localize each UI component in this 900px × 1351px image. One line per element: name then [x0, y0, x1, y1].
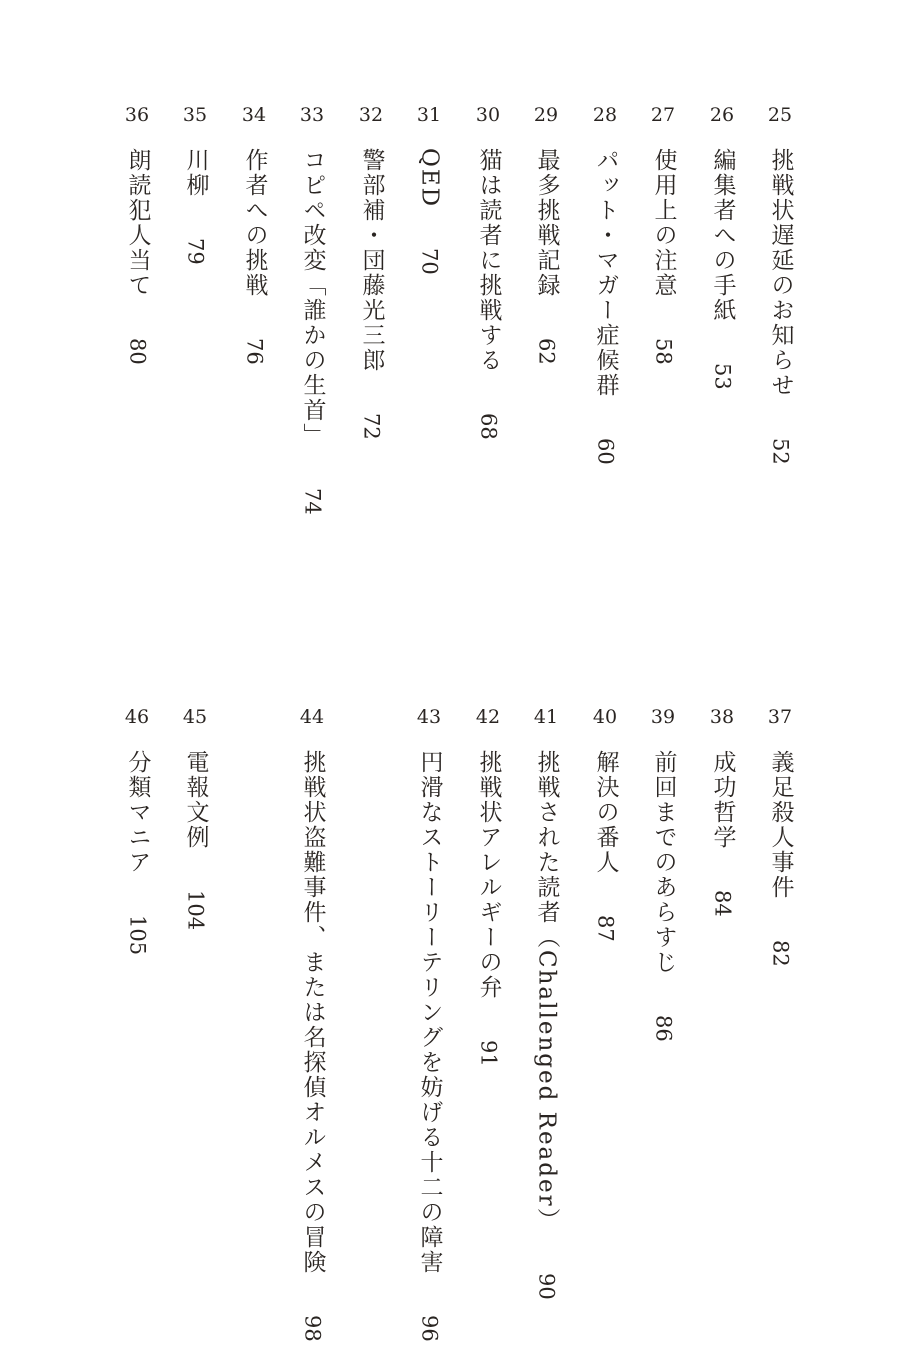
entry-number: 31: [416, 104, 442, 126]
toc-entry[interactable]: [115, 100, 159, 365]
entry-title: 分類マニア: [124, 750, 151, 875]
toc-entry[interactable]: [758, 100, 802, 465]
entry-number: 40: [592, 706, 618, 728]
entry-number: 43: [416, 706, 442, 728]
toc-entry[interactable]: [173, 100, 217, 265]
entry-page-number: 82: [768, 940, 793, 967]
entry-page-number: 68: [476, 413, 501, 440]
toc-entry[interactable]: [583, 100, 627, 465]
entry-title: 挑戦状アレルギーの弁: [475, 750, 502, 1000]
entry-number: 36: [124, 104, 150, 126]
entry-number: 35: [182, 104, 208, 126]
toc-entry[interactable]: [407, 100, 451, 275]
toc-entry[interactable]: [466, 702, 510, 1067]
entry-page-number: 53: [710, 363, 735, 390]
entry-title: 作者への挑戦: [241, 148, 268, 298]
toc-entry[interactable]: [173, 702, 217, 930]
entry-title: 挑戦状盗難事件、または名探偵オルメスの冒険: [299, 750, 326, 1275]
toc-entry[interactable]: [524, 702, 568, 1299]
entry-title: 円滑なストーリーテリングを妨げる十二の障害: [416, 750, 443, 1275]
toc-entry[interactable]: [641, 702, 685, 1042]
entry-page-number: 105: [125, 915, 150, 956]
toc-entry[interactable]: [758, 702, 802, 967]
entry-title: 成功哲学: [709, 750, 736, 850]
entry-page-number: 76: [242, 338, 267, 365]
toc-entry[interactable]: [407, 702, 451, 1342]
entry-number: 26: [709, 104, 735, 126]
entry-number: 38: [709, 706, 735, 728]
entry-title: 朗読犯人当て: [124, 148, 151, 298]
entry-page-number: 90: [534, 1272, 559, 1300]
entry-title: 解決の番人: [592, 750, 619, 875]
toc-entry[interactable]: [290, 702, 334, 1342]
entry-page-number: 60: [593, 438, 618, 465]
entry-title: 義足殺人事件: [767, 750, 794, 900]
entry-number: 28: [592, 104, 618, 126]
entry-title: 最多挑戦記録: [533, 148, 560, 298]
entry-number: 30: [475, 104, 501, 126]
entry-page-number: 58: [651, 338, 676, 365]
entry-number: 32: [358, 104, 384, 126]
entry-page-number: 74: [300, 488, 325, 515]
entry-title: 挑戦された読者（Challenged Reader）: [533, 750, 560, 1233]
toc-entry[interactable]: [583, 702, 627, 942]
entry-title: 川柳: [182, 148, 209, 198]
entry-page-number: 80: [125, 338, 150, 365]
entry-page-number: 52: [768, 438, 793, 465]
entry-page-number: 91: [476, 1040, 501, 1067]
entry-title: 挑戦状遅延のお知らせ: [767, 148, 794, 398]
entry-page-number: 70: [417, 248, 442, 275]
toc-entry[interactable]: [232, 100, 276, 365]
entry-page-number: 62: [534, 338, 559, 365]
entry-number: 42: [475, 706, 501, 728]
toc-entry[interactable]: [290, 100, 334, 515]
toc-entry[interactable]: [115, 702, 159, 955]
entry-page-number: 86: [651, 1015, 676, 1042]
entry-page-number: 104: [183, 890, 208, 931]
toc-upper-block: [0, 100, 900, 620]
entry-number: 44: [299, 706, 325, 728]
entry-number: 46: [124, 706, 150, 728]
toc-entry[interactable]: [700, 702, 744, 917]
entry-title: 猫は読者に挑戦する: [475, 148, 502, 373]
entry-title: 電報文例: [182, 750, 209, 850]
toc-entry[interactable]: [524, 100, 568, 365]
toc-entry[interactable]: [700, 100, 744, 390]
entry-number: 29: [533, 104, 559, 126]
toc-entry[interactable]: [349, 100, 393, 440]
entry-number: 33: [299, 104, 325, 126]
toc-entry[interactable]: [641, 100, 685, 365]
entry-number: 27: [650, 104, 676, 126]
entry-title: 警部補・団藤光三郎: [358, 148, 385, 373]
toc-entry[interactable]: [466, 100, 510, 440]
entry-page-number: 98: [300, 1315, 325, 1342]
entry-page-number: 96: [417, 1315, 442, 1342]
toc-lower-block: [0, 702, 900, 1342]
entry-title: QED: [416, 148, 443, 209]
entry-title: コピペ改変「誰かの生首」: [299, 148, 326, 448]
entry-title: 使用上の注意: [650, 148, 677, 298]
entry-title: 前回までのあらすじ: [650, 750, 677, 975]
entry-title: 編集者への手紙: [709, 148, 736, 323]
entry-title: パット・マガー症候群: [592, 148, 619, 398]
entry-page-number: 87: [593, 915, 618, 942]
entry-number: 45: [182, 706, 208, 728]
entry-page-number: 84: [710, 890, 735, 917]
entry-number: 37: [767, 706, 793, 728]
entry-number: 34: [241, 104, 267, 126]
entry-page-number: 79: [183, 238, 208, 265]
entry-number: 41: [533, 706, 559, 728]
entry-page-number: 72: [359, 413, 384, 440]
entry-number: 39: [650, 706, 676, 728]
entry-number: 25: [767, 104, 793, 126]
